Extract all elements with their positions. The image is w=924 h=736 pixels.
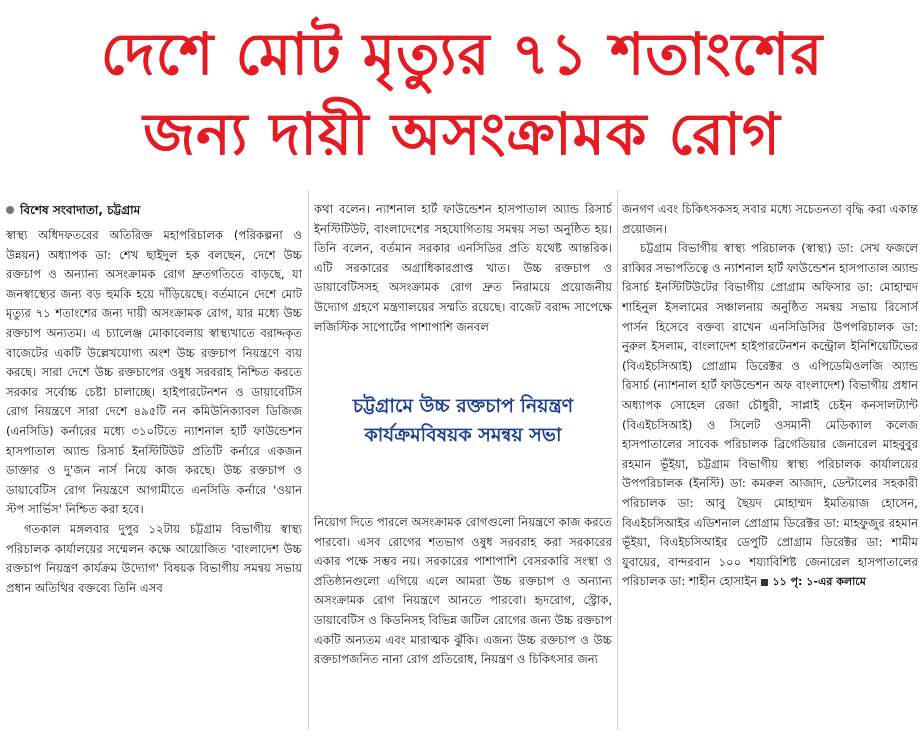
continuation-note[interactable] <box>757 575 865 588</box>
continuation-text: ১১ পৃ: ১-এর কলামে <box>772 575 866 589</box>
bullet-icon <box>6 206 14 214</box>
paragraph: নিয়োগ দিতে পারলে অসংক্রামক রোগগুলো নিয়ন্ত্রণে কাজ করতে পারবো। এসব রোগের শতভাগ ওষুধ সরবরাহ করা সরকারের একার পক্ষে সম্ভব নয়। সরকারের পাশাপাশি বেসরকারি সংস্থা ও প্রতিষ্ঠানগুলো এগিয়ে এলে আমরা উচ্চ রক্তচাপ ও অন্যান্য অসংক্রামক রোগ নিয়ন্ত্রণে আনতে পারবো। হৃদরোগ, স্ট্রোক, ডায়াবেটিস ও কিডনিসহ বিভিন্ন জটিল রোগের জন্য উচ্চ রক্তচাপ একটি অন্যতম এবং মারাত্মক ঝুঁকি। এজন্য উচ্চ রক্তচাপ ও উচ্চ রক্তচাপজনিত নানা রোগ প্রতিরোধ, নিয়ন্ত্রণ ও চিকিৎসার জন্য <box>314 515 612 667</box>
sub-headline: চট্টগ্রামে উচ্চ রক্তচাপ নিয়ন্ত্রণ কার্যক্রমবিষয়ক সমন্বয় সভা <box>352 395 574 446</box>
paragraph-text: চট্টগ্রাম বিভাগীয় স্বাস্থ্য পরিচালক (স্বাস্থ্য) ডা: সেখ ফজলে রাব্বির সভাপতিত্বে ও ন্যাশনাল হার্ট ফাউন্ডেশন হাসপাতাল অ্যান্ড রিসার্চ ইনস্টিটিউটের বিভাগীয় প্রোগ্রাম অফিসার ডা: মোহাম্মদ শাহিনুল ইসলামের সঞ্চালনায় অনুষ্ঠিত সমন্বয় সভায় রিসোর্স পার্সন হিসেবে বক্তব্য রাখেন এনসিডিসির উপপরিচালক ডা: নুরুল ইসলাম, বাংলাদেশ হাইপারটেনশন কন্ট্রোল ইনিশিয়েটিভের (বিএইচসিআই) প্রোগ্রাম ডিরেক্টর ও এপিডেমিওলজি অ্যান্ড রিসার্চ (ন্যাশনাল হার্ট ফাউন্ডেশন অফ বাংলাদেশ) বিভাগীয় প্রধান অধ্যাপক সোহেল রেজা চৌধুরী, সাপ্লাই চেইন কনসালট্যান্ট (বিএইচসিআই) ও সিলেট ওসমানী মেডিক্যাল কলেজ হাসপাতালের সাবেক পরিচালক ব্রিগেডিয়ার জেনারেল মাহবুবুর রহমান ভূঁইয়া, চট্টগ্রাম বিভাগীয় স্বাস্থ্য পরিচালক কার্যালয়ের উপপরিচালক (ইনস্টি) ডা: কমরুল আজাদ, ডেন্টালের সহকারী পরিচালক ডা: আবু ছৈয়দ মোহাম্মদ ইমতিয়াজ হোসেন, বিএইচসিআইর এডিশনাল প্রোগ্রাম ডিরেক্টর ডা: মাহফুজুর রহমান ভূঁইয়া, বিএইচসিআইর ডেপুটি প্রোগ্রাম ডিরেক্টর ডা: শামীম যুবায়ের, বান্দরবান ১০০ শয্যাবিশিষ্ট জেনারেল হাসপাতালের পরিচালক ডা: শাহীন হোসাইন <box>622 241 918 589</box>
paragraph <box>622 239 918 592</box>
article-column-3 <box>622 200 918 730</box>
byline-text: বিশেষ সংবাদাতা, চট্টগ্রাম <box>20 203 141 217</box>
paragraph: গতকাল মঙ্গলবার দুপুর ১২টায় চট্টগ্রাম বিভাগীয় স্বাস্থ্য পরিচালক কার্যালয়ের সম্মেলন কক্ষে আয়োজিত 'বাংলাদেশ উচ্চ রক্তচাপ নিয়ন্ত্রণ কার্যক্রম উদ্যোগ' বিষয়ক বিভাগীয় সমন্বয় সভায় প্রধান অতিথির বক্তব্যে তিনি এসব <box>6 521 302 595</box>
article-column-1 <box>6 200 302 730</box>
square-bullet-icon <box>761 579 768 586</box>
paragraph: কথা বলেন। ন্যাশনাল হার্ট ফাউন্ডেশন হাসপাতাল অ্যান্ড রিসার্চ ইনস্টিটিউট, বাংলাদেশের সহযোগিতায় সমন্বয় সভা অনুষ্ঠিত হয়। তিনি বলেন, বর্তমান সরকার এনসিডির প্রতি যথেষ্ট আন্তরিক। এটি সরকারের অগ্রাধিকারপ্রাপ্ত খাত। উচ্চ রক্তচাপ ও ডায়াবেটিসসহ অসংক্রামক রোগ দ্রুত নিরাময়ে প্রয়োজনীয় উদ্যোগ গ্রহণে মন্ত্রণালয়ের সম্মতি রয়েছে। বাজেট বরাদ্দ সাপেক্ষে লজিস্টিক সাপোর্টের পাশাপাশি জনবল <box>314 202 612 334</box>
headline-line-1: দেশে মোট মৃত্যুর ৭১ শতাংশের <box>100 20 824 88</box>
paragraph: স্বাস্থ্য অধিদফতরের অতিরিক্ত মহাপরিচালক (পরিকল্পনা ও উন্নয়ন) অধ্যাপক ডা: শেখ ছাইদুল হক বলছেন, দেশে উচ্চ রক্তচাপ ও অন্যান্য অসংক্রামক রোগ দ্রুতগতিতে বাড়ছে, যা জনস্বাস্থ্যের জন্য বড় হুমকি হয়ে দাঁড়িয়েছে। বর্তমানে দেশে মোট মৃত্যুর ৭১ শতাংশের জন্য দায়ী অসংক্রামক রোগ, যার মধ্যে উচ্চ রক্তচাপ অন্যতম। এ চ্যালেঞ্জ মোকাবেলায় স্বাস্থ্যখাতে বরাদ্দকৃত বাজেটের একটি উল্লেখযোগ্য অংশ উচ্চ রক্তচাপ নিয়ন্ত্রণে ব্যয় করছে। সারা দেশে উচ্চ রক্তচাপের ওষুধ সরবরাহ নিশ্চিত করতে সরকার সর্বোচ্চ চেষ্টা চালাচ্ছে। হাইপারটেনশন ও ডায়াবেটিস রোগ নিয়ন্ত্রণে সারা দেশে ৪৯৫টি নন কমিউনিক্যাবল ডিজিজ (এনসিডি) কর্নারের মধ্যে ৩১০টিতে ন্যাশনাল হার্ট ফাউন্ডেশন হাসপাতাল অ্যান্ড রিসার্চ ইনস্টিটিউট প্রতিটি কর্নারে একজন ডাক্তার ও দু'জন নার্স নিয়ে কাজ করছে। উচ্চ রক্তচাপ ও ডায়াবেটিস রোগ নিয়ন্ত্রণে আগামীতে এনসিডি কর্নারে 'ওয়ান স্টপ সার্ভিস' নিশ্চিত করা হবে। <box>6 228 302 517</box>
headline <box>0 0 924 186</box>
paragraph: জনগণ এবং চিকিৎসকসহ সবার মধ্যে সচেতনতা বৃদ্ধি করা একান্ত প্রয়োজন। <box>622 202 918 236</box>
headline-line-2: জন্য দায়ী অসংক্রামক রোগ <box>143 100 781 168</box>
column-divider <box>308 190 309 730</box>
byline <box>6 200 302 220</box>
column-divider <box>617 190 618 730</box>
